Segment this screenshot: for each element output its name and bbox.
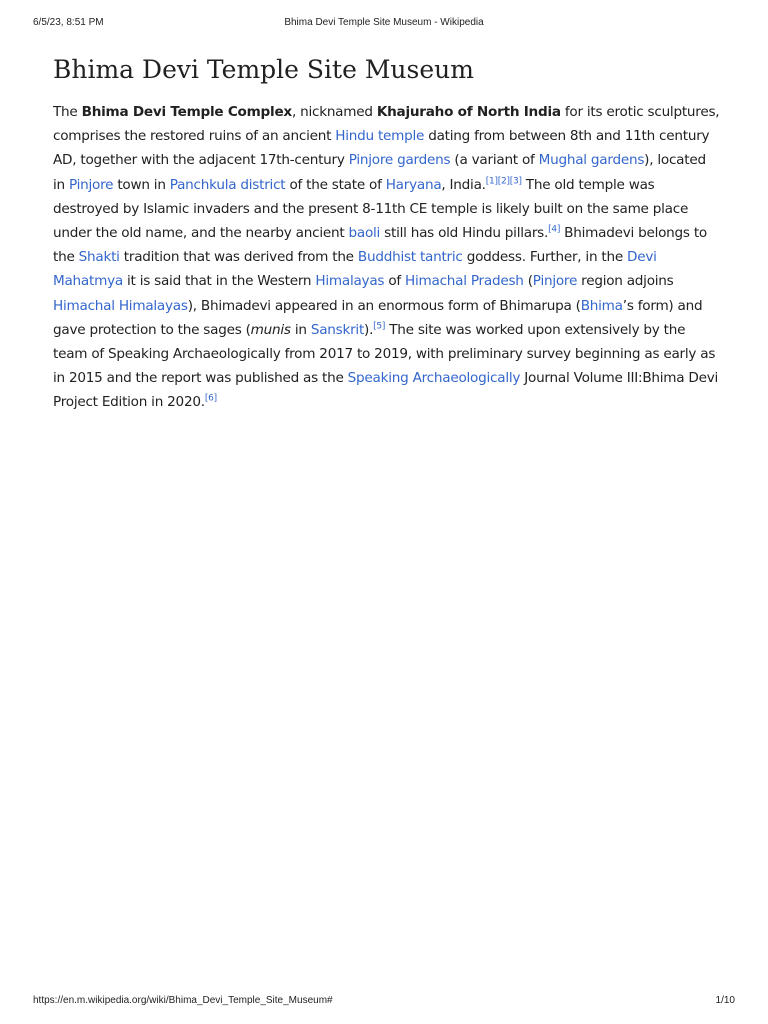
paragraph-text: , India.: [441, 176, 486, 193]
paragraph-text: ), located in: [53, 152, 706, 193]
link-buddhist-tantric[interactable]: Buddhist tantric: [357, 249, 463, 266]
bold-term-nickname: Khajuraho of North India: [376, 104, 561, 120]
print-url: https://en.m.wikipedia.org/wiki/Bhima_Devi_Temple_Site_Museum#: [33, 995, 333, 1006]
link-baoli[interactable]: baoli: [348, 225, 381, 242]
citation-group: [548, 224, 560, 234]
link-speaking-archaeologically[interactable]: Speaking Archaeologically: [347, 370, 521, 387]
paragraph-text: (: [523, 273, 533, 290]
link-hindu-temple[interactable]: Hindu temple: [335, 128, 425, 145]
paragraph-text: still has old Hindu pillars.: [380, 225, 549, 242]
link-haryana[interactable]: Haryana: [385, 176, 442, 193]
paragraph-text: ).: [364, 321, 374, 338]
link-himalayas[interactable]: Himalayas: [315, 273, 385, 290]
citation-link-1[interactable]: [1]: [485, 176, 498, 187]
paragraph-text: ’s form) and gave protection to the sages (: [53, 297, 703, 338]
link-himachal-pradesh[interactable]: Himachal Pradesh: [405, 273, 524, 290]
paragraph-text: The: [53, 104, 82, 120]
print-footer: [33, 995, 735, 1009]
paragraph-text: in: [290, 321, 311, 338]
paragraph-text: it is said that in the Western: [122, 273, 316, 290]
paragraph-text: town in: [113, 176, 170, 193]
paragraph-text: Journal Volume III:Bhima Devi Project Edition in 2020.: [53, 370, 719, 411]
print-page-indicator: 1/10: [715, 995, 735, 1006]
paragraph-text: of the state of: [285, 176, 386, 193]
bold-term-complex: Bhima Devi Temple Complex: [81, 104, 292, 120]
print-page-title: Bhima Devi Temple Site Museum - Wikipedia: [284, 17, 484, 28]
link-sanskrit[interactable]: Sanskrit: [310, 321, 365, 338]
paragraph-text: (a variant of: [450, 152, 539, 169]
citation-group: [486, 176, 522, 186]
paragraph-text: goddess. Further, in the: [462, 249, 628, 266]
paragraph-text: ), Bhimadevi appeared in an enormous form of Bhimarupa (: [187, 297, 581, 314]
paragraph-text: The old temple was destroyed by Islamic invaders and the present 8-11th CE temple is likely built on the same place under the old name, and the nearby ancient: [53, 176, 689, 242]
italic-term-munis: munis: [250, 321, 291, 338]
link-himachal-himalayas[interactable]: Himachal Himalayas: [53, 297, 188, 314]
citation-link-6[interactable]: [6]: [204, 393, 217, 404]
article-paragraph: [53, 100, 721, 415]
link-devi-mahatmya[interactable]: Devi Mahatmya: [53, 249, 657, 290]
paragraph-text: tradition that was derived from the: [119, 249, 358, 266]
print-header: [33, 17, 735, 31]
paragraph-text: Bhimadevi belongs to the: [53, 225, 707, 266]
paragraph-text: for its erotic sculptures, comprises the restored ruins of an ancient: [53, 104, 720, 145]
citation-link-5[interactable]: [5]: [373, 321, 386, 332]
link-shakti[interactable]: Shakti: [78, 249, 120, 266]
citation-link-2[interactable]: [2]: [497, 176, 510, 187]
paragraph-text: of: [384, 273, 406, 290]
link-panchkula-district[interactable]: Panchkula district: [169, 176, 286, 193]
print-datetime: 6/5/23, 8:51 PM: [33, 17, 104, 28]
citation-group: [373, 321, 385, 331]
paragraph-text: dating from between 8th and 11th century AD, together with the adjacent 17th-century: [53, 128, 710, 169]
paragraph-text: region adjoins: [577, 273, 674, 290]
page-title: Bhima Devi Temple Site Museum: [53, 55, 474, 84]
citation-group: [205, 394, 217, 404]
link-pinjore[interactable]: Pinjore: [68, 176, 114, 193]
link-bhima[interactable]: Bhima: [580, 297, 623, 314]
citation-link-4[interactable]: [4]: [548, 224, 561, 235]
citation-link-3[interactable]: [3]: [509, 176, 522, 187]
paragraph-text: The site was worked upon extensively by the team of Speaking Archaeologically from 2017 to 2019, with preliminary survey beginning as early as in 2015 and the report was published as the: [53, 321, 716, 387]
link-pinjore-gardens[interactable]: Pinjore gardens: [348, 152, 451, 169]
link-pinjore-region[interactable]: Pinjore: [532, 273, 578, 290]
paragraph-text: , nicknamed: [291, 104, 377, 120]
link-mughal-gardens[interactable]: Mughal gardens: [538, 152, 645, 169]
